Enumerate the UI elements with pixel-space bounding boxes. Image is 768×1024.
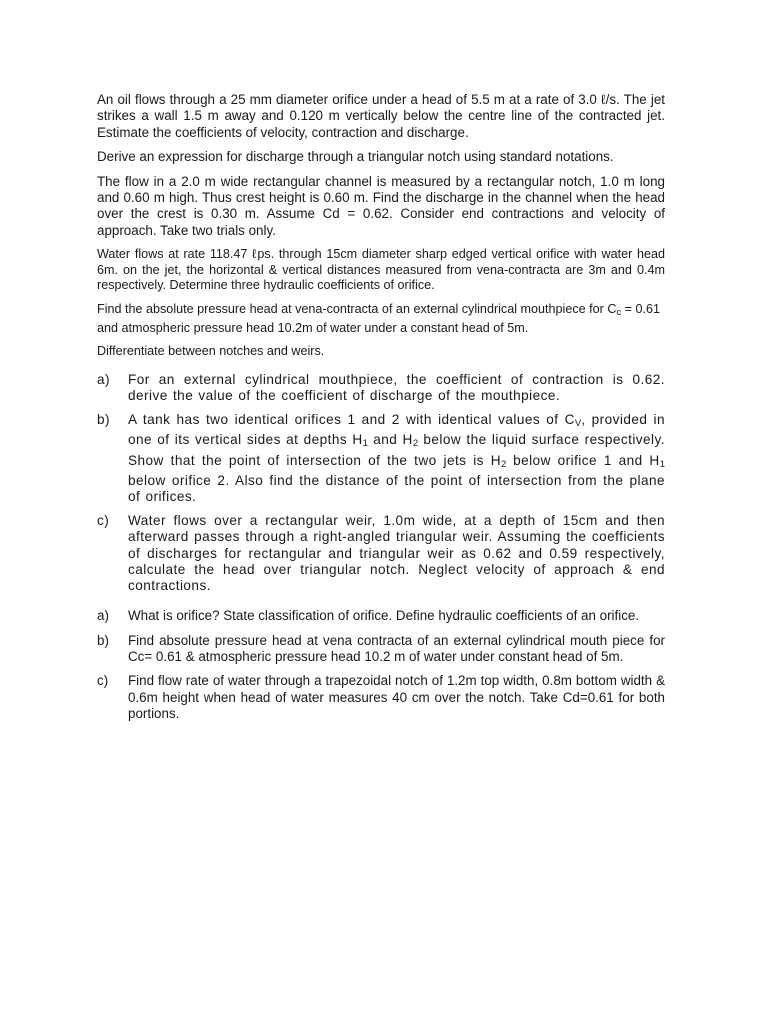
question-oil-orifice: An oil flows through a 25 mm diameter orifice under a head of 5.5 m at a rate of 3.0 ℓ/s. The jet strikes a wall 1.5 m away and 0.120 m vertically below the centre line of the contracted jet. Estimate the coefficients of velocity, contraction and discharge.: [97, 92, 665, 140]
subquestion-3c: [97, 673, 665, 722]
subquestion-3b: [97, 633, 665, 666]
subquestion-2b: [97, 412, 665, 505]
question-group-2: [97, 372, 665, 594]
subquestion-text: Find absolute pressure head at vena contracta of an external cylindrical mouth piece for Cc= 0.61 & atmospheric pressure head 10.2 m of water under constant head of 5m.: [128, 632, 665, 665]
question-rectangular-notch: The flow in a 2.0 m wide rectangular channel is measured by a rectangular notch, 1.0 m long and 0.60 m high. Thus crest height is 0.60 m. Find the discharge in the channel when the head over the crest is 0.30 m. Assume Cd = 0.62. Consider end contractions and velocity of approach. Take two trials only.: [97, 173, 665, 238]
subquestion-label: b): [97, 632, 109, 648]
subquestion-label: c): [97, 673, 109, 689]
subquestion-text: A tank has two identical orifices 1 and 2 with identical values of $C_V$, provided in one of its vertical sides at depths $H_1$ and $H_2$ below the liquid surface respectively. Show that the point of intersection of the two jets is $H_2$ below orifice 1 and $H_1$ below orifice 2. Also find the distance of the point of intersection from the plane of orifices.: [128, 412, 666, 505]
subquestion-text: Water flows over a rectangular weir, 1.0m wide, at a depth of 15cm and then afterward passes through a right-angled triangular weir. Assuming the coefficients of discharges for rectangular and triangular weir as 0.62 and 0.59 respectively, calculate the head over triangular notch. Neglect velocity of approach & end contractions.: [128, 513, 665, 594]
subquestion-text: What is orifice? State classification of orifice. Define hydraulic coefficients of an orifice.: [128, 608, 640, 624]
subquestion-label: b): [97, 412, 110, 428]
document-page: [97, 92, 665, 731]
subquestion-label: a): [97, 371, 110, 387]
subquestion-text: Find flow rate of water through a trapezoidal notch of 1.2m top width, 0.8m bottom width & 0.6m height when head of water measures 40 cm over the notch. Take Cd=0.61 for both portions.: [128, 673, 665, 722]
question-triangular-notch: Derive an expression for discharge through a triangular notch using standard notations.: [97, 149, 614, 165]
question-cylindrical-mouthpiece: Find the absolute pressure head at vena-contracta of an external cylindrical mouthpiece for $C_c = 0.61$ and atmospheric pressure head 10.2m of water under a constant head of 5m.: [97, 302, 661, 335]
subquestion-label: c): [97, 513, 110, 529]
question-notches-weirs: Differentiate between notches and weirs.: [97, 344, 325, 359]
question-sharp-edged-orifice: Water flows at rate 118.47 ℓps. through 15cm diameter sharp edged vertical orifice with water head 6m. on the jet, the horizontal & vertical distances measured from vena-contracta are 3m and 0.4m respectively. Determine three hydraulic coefficients of orifice.: [97, 247, 665, 293]
subquestion-2c: [97, 513, 665, 594]
subquestion-3a: [97, 608, 665, 624]
subquestion-text: For an external cylindrical mouthpiece, the coefficient of contraction is 0.62. derive the value of the coefficient of discharge of the mouthpiece.: [128, 371, 665, 404]
question-group-3: [97, 608, 665, 722]
subquestion-2a: [97, 372, 665, 404]
subquestion-label: a): [97, 608, 109, 624]
